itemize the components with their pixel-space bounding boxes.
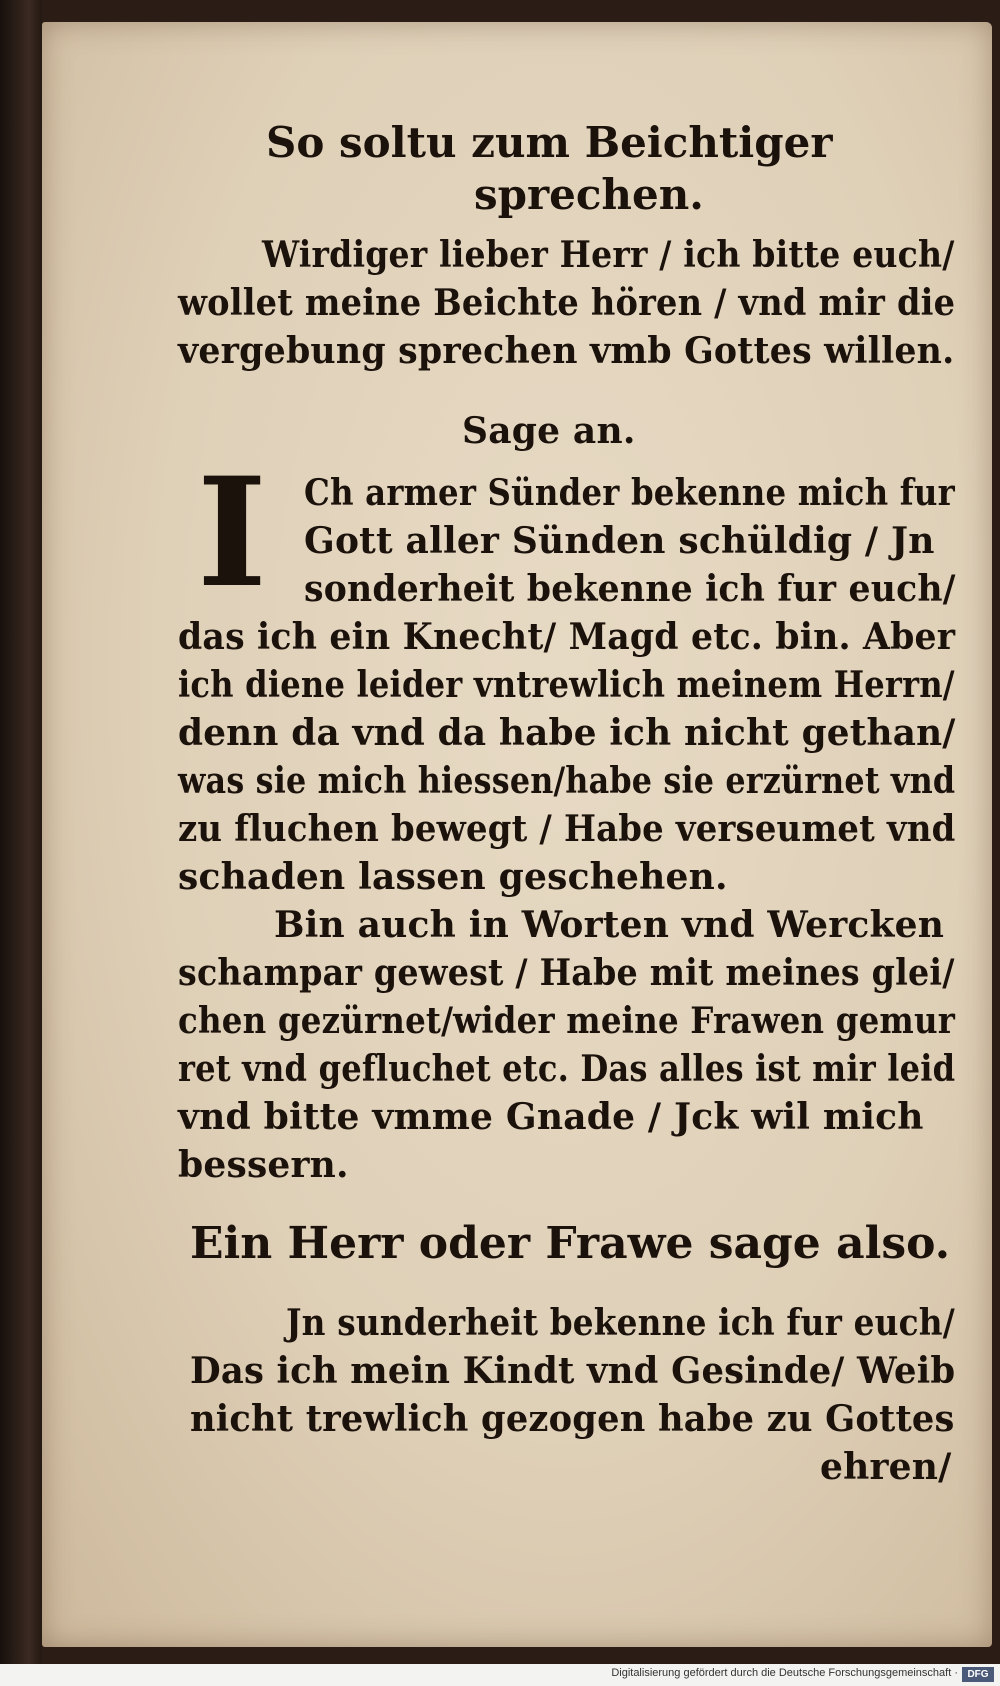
text-line: schampar gewest / Habe mit meines glei/ [178, 952, 955, 994]
text-line: was sie mich hiessen/habe sie erzürnet vnd [178, 760, 956, 802]
subheading: Sage an. [462, 410, 636, 452]
text-line: vergebung sprechen vmb Gottes willen. [178, 330, 955, 372]
catchword: ehren/ [820, 1446, 952, 1488]
heading-line-1: So soltu zum Beichtiger [266, 118, 833, 167]
text-line: Ch armer Sünder bekenne mich fur [304, 472, 955, 514]
text-line: vnd bitte vmme Gnade / Jck wil mich [178, 1096, 924, 1138]
text-line: das ich ein Knecht/ Magd etc. bin. Aber [178, 616, 956, 658]
text-line: Wirdiger lieber Herr / ich bitte euch/ [262, 234, 955, 276]
book-spine [0, 0, 42, 1664]
text-line: ret vnd gefluchet etc. Das alles ist mir leid [178, 1048, 956, 1090]
text-line: bessern. [178, 1144, 349, 1186]
text-line: Jn sunderheit bekenne ich fur euch/ [286, 1302, 955, 1344]
heading-line-2: sprechen. [474, 170, 704, 219]
footer-bar [0, 1664, 1000, 1686]
text-line: Das ich mein Kindt vnd Gesinde/ Weib [190, 1350, 956, 1392]
text-line: Bin auch in Worten vnd Wercken [274, 904, 945, 946]
text-line: zu fluchen bewegt / Habe verseumet vnd [178, 808, 956, 850]
text-line: sonderheit bekenne ich fur euch/ [304, 568, 956, 610]
text-line: nicht trewlich gezogen habe zu Gottes [190, 1398, 955, 1440]
dfg-logo: DFG [962, 1667, 994, 1682]
funding-credit: Digitalisierung gefördert durch die Deutsche Forschungsgemeinschaft · [611, 1667, 958, 1679]
text-line: ich diene leider vntrewlich meinem Herrn/ [178, 664, 955, 706]
text-line: denn da vnd da habe ich nicht gethan/ [178, 712, 956, 754]
text-line: wollet meine Beichte hören / vnd mir die [178, 282, 956, 324]
section-heading: Ein Herr oder Frawe sage also. [190, 1218, 951, 1269]
drop-cap: I [196, 445, 268, 621]
text-line: Gott aller Sünden schüldig / Jn [304, 520, 935, 562]
text-line: schaden lassen geschehen. [178, 856, 728, 898]
text-line: chen gezürnet/wider meine Frawen gemur [178, 1000, 956, 1042]
